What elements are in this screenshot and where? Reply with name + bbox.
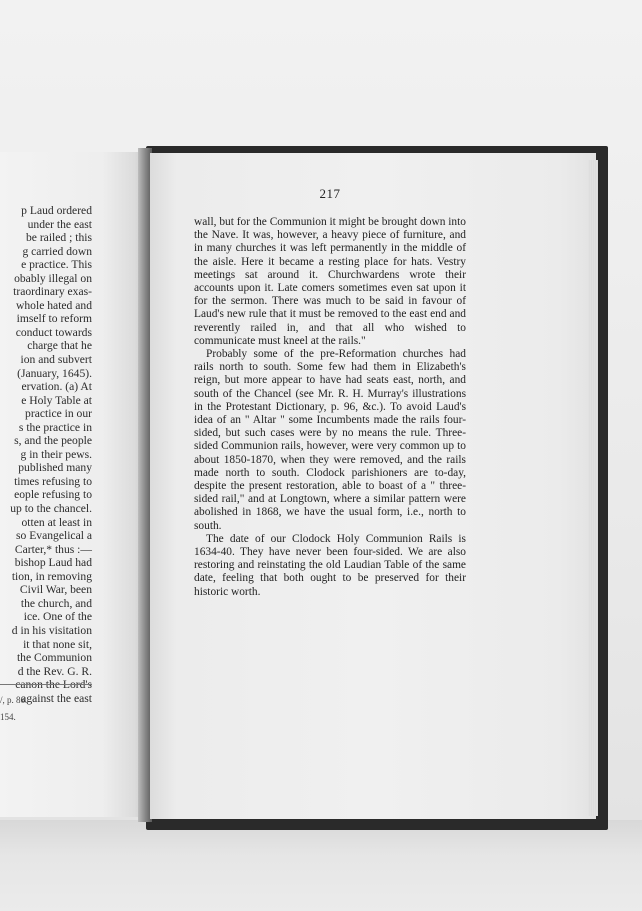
left-page-line: it that none sit,	[23, 637, 92, 651]
left-page-line: e practice. This	[21, 258, 92, 272]
left-page-line: tion, in removing	[11, 569, 92, 583]
left-page-line: (January, 1645).	[17, 366, 92, 380]
left-page-line: Carter,* thus :—	[14, 542, 92, 556]
left-page	[0, 152, 146, 817]
footnote: 154.	[0, 712, 16, 722]
left-page-line: so Evangelical a	[16, 529, 92, 543]
left-page-line: up to the chancel.	[10, 502, 92, 516]
paragraph: Probably some of the pre-Reformation churches had rails north to south. Some few had them in Elizabeth's reign, but more appear to have had seats east, north, and south of the Chancel (see Mr. R. H. Murray's illustrations in the Protestant Dictionary, p. 96, &c.). To avoid Laud's idea of an " Altar " some Incumbents made the rails four-sided, but such cases were by no means the rule. Three-sided Communion rails, however, were very common up to about 1850-1870, when they were removed, and the rails made north to south. Clodock parishioners are to-day, despite the present restoration, able to boast of a " three-sided rail," and at Longtown, where a similar pattern were abolished in 1868, we have the usual form, i.e., north to south.	[194, 348, 466, 532]
footnote: /, p. 86.	[0, 695, 28, 705]
left-page-line: g carried down	[22, 244, 92, 258]
left-page-line: s the practice in	[18, 420, 92, 434]
left-page-line: against the east	[21, 691, 92, 705]
left-page-line: traordinary exas-	[13, 285, 92, 299]
left-page-line: published many	[18, 461, 92, 475]
left-page-line: the church, and	[20, 596, 92, 610]
left-page-line: p Laud ordered	[21, 204, 92, 217]
right-page-body	[194, 216, 466, 599]
left-page-line: the Communion	[16, 651, 92, 665]
left-page-line: ervation. (a) At	[21, 380, 92, 394]
paragraph: wall, but for the Communion it might be brought down into the Nave. It was, however, a heavy piece of furniture, and in many churches it was left permanently in the middle of the aisle. Here it became a resting place for hats. Vestry meetings sat around it. Churchwardens wrote their accounts upon it. Late comers sometimes even sat upon it for the sermon. There was much to be said in favour of Laud's new rule that it must be removed to the east end and reverently railed in, and that all who wished to communicate must kneel at the rails."	[194, 216, 466, 347]
left-page-line: whole hated and	[16, 298, 92, 312]
left-page-line: times refusing to	[14, 474, 92, 488]
page-number: 217	[319, 186, 341, 201]
left-page-line: conduct towards	[15, 325, 92, 339]
left-page-line: s, and the people	[14, 434, 92, 448]
table-surface	[0, 820, 642, 911]
left-page-line: ice. One of the	[23, 610, 92, 624]
left-page-line: eople refusing to	[14, 488, 92, 502]
left-page-line: otten at least in	[21, 515, 92, 529]
left-page-line: ion and subvert	[20, 353, 92, 367]
left-page-line: d the Rev. G. R.	[17, 664, 92, 678]
left-page-line: charge that he	[27, 339, 92, 353]
page-edges	[588, 160, 598, 816]
left-page-line: bishop Laud had	[14, 556, 92, 570]
left-page-line: be railed ; this	[25, 231, 92, 245]
left-page-line: under the east	[27, 217, 92, 231]
left-page-line: g in their pews.	[20, 447, 92, 461]
paragraph: The date of our Clodock Holy Communion Rails is 1634-40. They have never been four-sided. We are also restoring and reinstating the old Laudian Table of the same date, feeling that both ought to be preserved for their historic worth.	[194, 532, 466, 598]
footnote-divider	[0, 684, 92, 685]
left-page-text	[0, 204, 92, 705]
left-page-line: e Holy Table at	[21, 393, 92, 407]
left-page-line: Civil War, been	[19, 583, 92, 597]
left-page-line: d in his visitation	[11, 623, 92, 637]
left-page-line: imself to reform	[16, 312, 92, 326]
left-page-line: practice in our	[25, 407, 92, 421]
footnotes	[0, 692, 27, 726]
left-page-line: obably illegal on	[14, 271, 92, 285]
